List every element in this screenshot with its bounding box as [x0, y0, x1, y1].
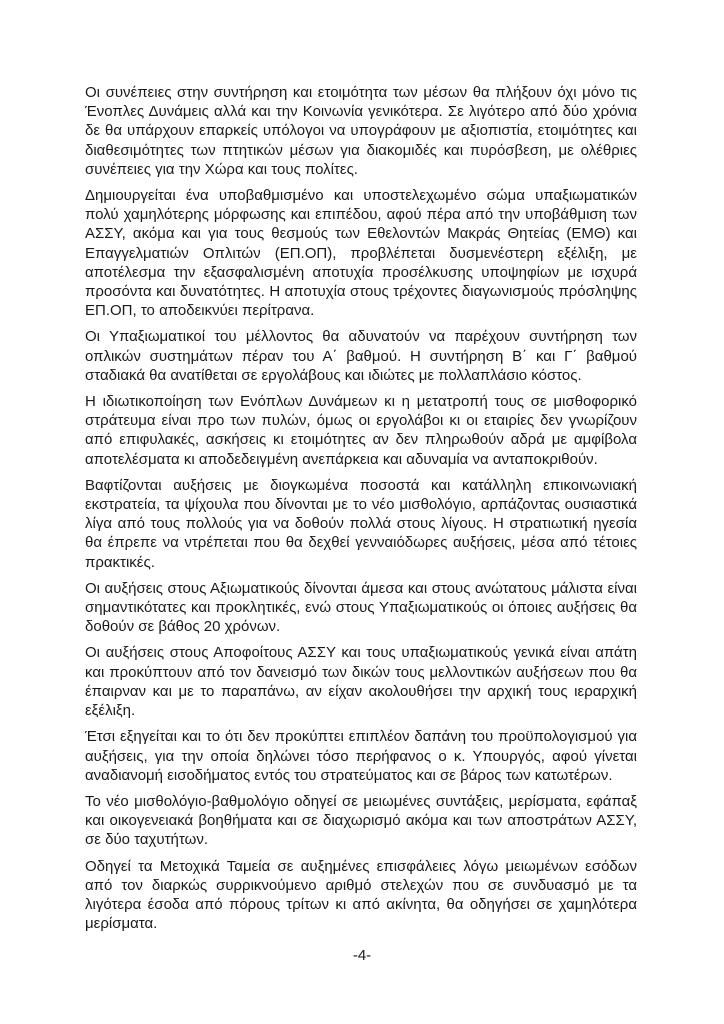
document-body — [85, 83, 637, 940]
page-number: -4- — [352, 947, 372, 964]
paragraph-9: Το νέο μισθολόγιο-βαθμολόγιο οδηγεί σε μειωμένες συντάξεις, μερίσματα, εφάπαξ και οικογενειακά βοηθήματα και σε διαχωρισμό ακόμα και των αποστράτων ΑΣΣΥ, σε δύο ταχυτήτων. — [85, 792, 637, 849]
paragraph-6: Οι αυξήσεις στους Αξιωματικούς δίνονται άμεσα και στους ανώτατους μάλιστα είναι σημαντικότατες και προκλητικές, ενώ στους Υπαξιωματικούς οι όποιες αυξήσεις θα δοθούν σε βάθος 20 χρόνων. — [85, 579, 637, 636]
paragraph-7: Οι αυξήσεις στους Αποφοίτους ΑΣΣΥ και τους υπαξιωματικούς γενικά είναι απάτη και προκύπτουν από τον δανεισμό των δικών τους μελλοντικών αυξήσεων που θα έπαιρναν και με το παραπάνω, αν είχαν ακολουθήσει την αρχική τους ιεραρχική εξέλιξη. — [85, 644, 637, 720]
paragraph-1: Οι συνέπειες στην συντήρηση και ετοιμότητα των μέσων θα πλήξουν όχι μόνο τις Ένοπλες Δυνάμεις αλλά και την Κοινωνία γενικότερα. Σε λιγότερο από δύο χρόνια δε θα υπάρχουν επαρκείς υπόλογοι να υπογράφουν με αξιοπιστία, ετοιμότητες και διαθεσιμότητες των πτητικών μέσων για διακομιδές και πυρόσβεση, με ολέθριες συνέπειες για την Χώρα και τους πολίτες. — [85, 84, 637, 178]
paragraph-5: Βαφτίζονται αυξήσεις με διογκωμένα ποσοστά και κατάλληλη επικοινωνιακή εκστρατεία, τα ψίχουλα που δίνονται με το νέο μισθολόγιο, αρπάζοντας ουσιαστικά λίγα από τους πολλούς για να δοθούν πολλά στους λίγους. Η στρατιωτική ηγεσία θα έπρεπε να ντρέπεται που θα δεχθεί γενναιόδωρες αυξήσεις, μέσα από τέτοιες πρακτικές. — [85, 476, 637, 571]
paragraph-2: Δημιουργείται ένα υποβαθμισμένο και υποστελεχωμένο σώμα υπαξιωματικών πολύ χαμηλότερης μόρφωσης και επιπέδου, αφού πέρα από την υποβάθμιση των ΑΣΣΥ, ακόμα και για τους θεσμούς των Εθελοντών Μακράς Θητείας (ΕΜΘ) και Επαγγελματιών Οπλιτών (ΕΠ.ΟΠ), προβλέπεται δυσμενέστερη εξέλιξη, με αποτέλεσμα την εξασφαλισμένη αποτυχία προσέλκυσης υποψηφίων με ισχυρά προσόντα και δυνατότητες. Η αποτυχία στους τρέχοντες διαγωνισμούς πρόσληψης ΕΠ.ΟΠ, το αποδεικνύει περίτρανα. — [85, 187, 637, 320]
paragraph-4: Η ιδιωτικοποίηση των Ενόπλων Δυνάμεων κι η μετατροπή τους σε μισθοφορικό στράτευμα είναι προ των πυλών, όμως οι εργολάβοι κι οι εταιρίες δεν γνωρίζουν από επιφυλακές, ασκήσεις κι ετοιμότητες αν δεν πληρωθούν αδρά με αμφίβολα αποτελέσματα κι αποδεδειγμένη ανεπάρκεια και αδυναμία να ανταποκριθούν. — [85, 393, 637, 468]
paragraph-8: Έτσι εξηγείται και το ότι δεν προκύπτει επιπλέον δαπάνη του προϋπολογισμού για αυξήσεις, για την οποία δηλώνει τόσο περήφανος ο κ. Υπουργός, αφού γίνεται αναδιανομή εισοδήματος εντός του στρατεύματος και σε βάρος των κατωτέρων. — [85, 728, 637, 784]
paragraph-10: Οδηγεί τα Μετοχικά Ταμεία σε αυξημένες επισφάλειες λόγω μειωμένων εσόδων από τον διαρκώς συρρικνούμενο αριθμό στελεχών που σε συνδυασμό με τα λιγότερα έσοδα από πόρους τρίτων κι από ακίνητα, θα οδηγήσει σε χαμηλότερα μερίσματα. — [85, 857, 637, 933]
paragraph-3: Οι Υπαξιωματικοί του μέλλοντος θα αδυνατούν να παρέχουν συντήρηση των οπλικών συστημάτων πέραν του Α΄ βαθμού. Η συντήρηση Β΄ και Γ΄ βαθμού σταδιακά θα ανατίθεται σε εργολάβους και ιδιώτες με πολλαπλάσιο κόστος. — [85, 328, 637, 384]
